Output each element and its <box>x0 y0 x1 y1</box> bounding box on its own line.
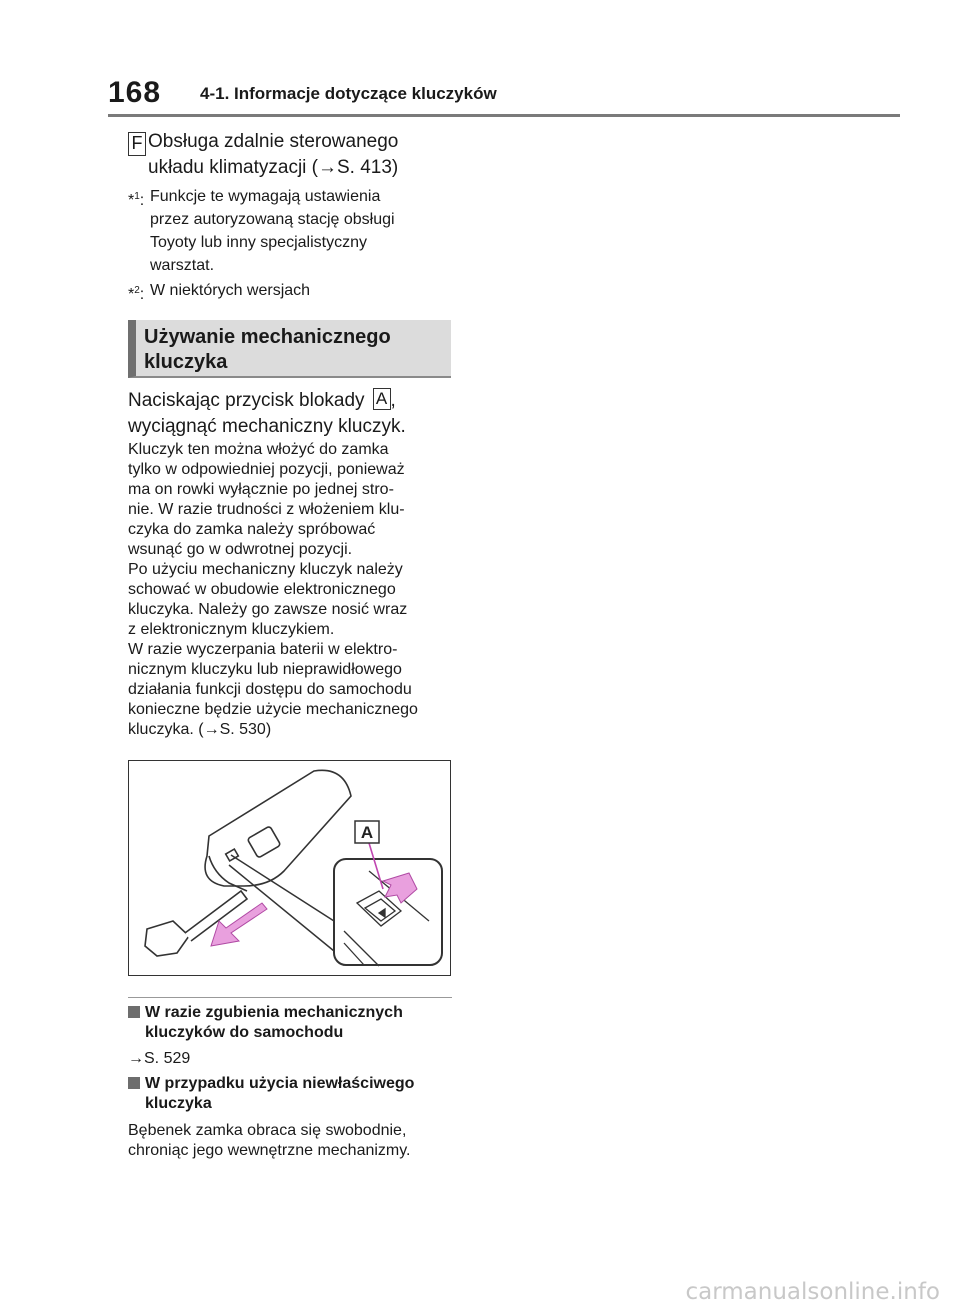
lead-instruction <box>128 388 458 440</box>
page-reference: →S. 529 <box>128 1050 191 1067</box>
item-f-line1: Obsługa zdalnie sterowanego <box>148 131 399 152</box>
body-line: nicznym kluczyku lub nieprawidłowego <box>128 661 402 678</box>
subheading-line1: W razie zgubienia mechanicznych <box>145 1004 403 1021</box>
body-line: działania funkcji dostępu do samochodu <box>128 681 412 698</box>
subheading-line1: W przypadku użycia niewłaściwego <box>145 1075 415 1092</box>
footnote-line: przez autoryzowaną stację obsługi <box>150 211 395 228</box>
section-heading-box <box>128 320 451 378</box>
lead-line2: wyciągnąć mechaniczny kluczyk. <box>128 416 406 437</box>
body-line: chroniąc jego wewnętrzne mechanizmy. <box>128 1142 411 1159</box>
body-line: kluczyka. (→S. 530) <box>128 721 272 738</box>
lead-line1: Naciskając przycisk blokady A , <box>128 389 396 411</box>
footnote-mark: *$^1$: <box>128 191 145 209</box>
body-line: Po użyciu mechaniczny kluczyk należy <box>128 561 403 578</box>
body-line: czyka do zamka należy spróbować <box>128 521 376 538</box>
section-title: 4-1. Informacje dotyczące kluczyków <box>200 84 497 103</box>
body-line: kluczyka. Należy go zawsze nosić wraz <box>128 601 408 618</box>
heading-line2: kluczyka <box>144 351 228 373</box>
body-line: Kluczyk ten można włożyć do zamka <box>128 441 389 458</box>
footnote-2 <box>128 279 448 302</box>
subheading-line2: kluczyków do samochodu <box>145 1024 344 1041</box>
square-bullet-icon <box>128 1077 140 1089</box>
body-line: ma on rowki wyłącznie po jednej stro- <box>128 481 394 498</box>
body-line: Bębenek zamka obraca się swobodnie, <box>128 1122 407 1139</box>
footnote-body <box>150 185 448 277</box>
body-line: konieczne będzie użycie mechanicznego <box>128 701 418 718</box>
body-line: schować w obudowie elektronicznego <box>128 581 396 598</box>
item-f <box>128 129 458 181</box>
body-line: wsunąć go w odwrotnej pozycji. <box>128 541 353 558</box>
body-line: z elektronicznym kluczykiem. <box>128 621 335 638</box>
square-bullet-icon <box>128 1006 140 1018</box>
header-divider <box>108 114 900 117</box>
page-header <box>0 0 960 118</box>
key-illustration <box>128 760 451 976</box>
footnote-line: Funkcje te wymagają ustawienia <box>150 188 381 205</box>
footnote-1 <box>128 185 448 277</box>
key-fob-icon <box>205 770 351 891</box>
subheading-wrong-key <box>128 1074 452 1114</box>
watermark: carmanualsonline.info <box>685 1279 940 1305</box>
wrong-key-text <box>128 1121 458 1161</box>
heading-line1: Używanie mechanicznego <box>144 326 391 348</box>
section-heading <box>144 325 444 375</box>
footnote-line: Toyoty lub inny specjalistyczny <box>150 234 367 251</box>
letter-box-a: A <box>373 388 391 410</box>
body-line: nie. W razie trudności z włożeniem klu- <box>128 501 405 518</box>
label-a: A <box>360 823 374 842</box>
zoom-line <box>229 865 334 951</box>
body-line: tylko w odpowiedniej pozycji, ponieważ <box>128 461 405 478</box>
footnote-line: W niektórych wersjach <box>150 282 311 299</box>
footnote-mark: *$^2$: <box>128 285 145 303</box>
footnote-line: warsztat. <box>150 257 215 274</box>
key-drawing <box>129 761 450 975</box>
footnote-body <box>150 279 448 302</box>
body-paragraph <box>128 440 453 740</box>
subheading-lost-keys <box>128 1003 452 1043</box>
item-f-line2: układu klimatyzacji (→S. 413) <box>148 157 399 178</box>
letter-box-f: F <box>128 132 146 156</box>
item-f-text <box>148 129 458 181</box>
page-number: 168 <box>108 76 162 109</box>
subheading-line2: kluczyka <box>145 1095 212 1112</box>
body-line: W razie wyczerpania baterii w elektro- <box>128 641 398 658</box>
subsection-divider <box>128 997 452 998</box>
